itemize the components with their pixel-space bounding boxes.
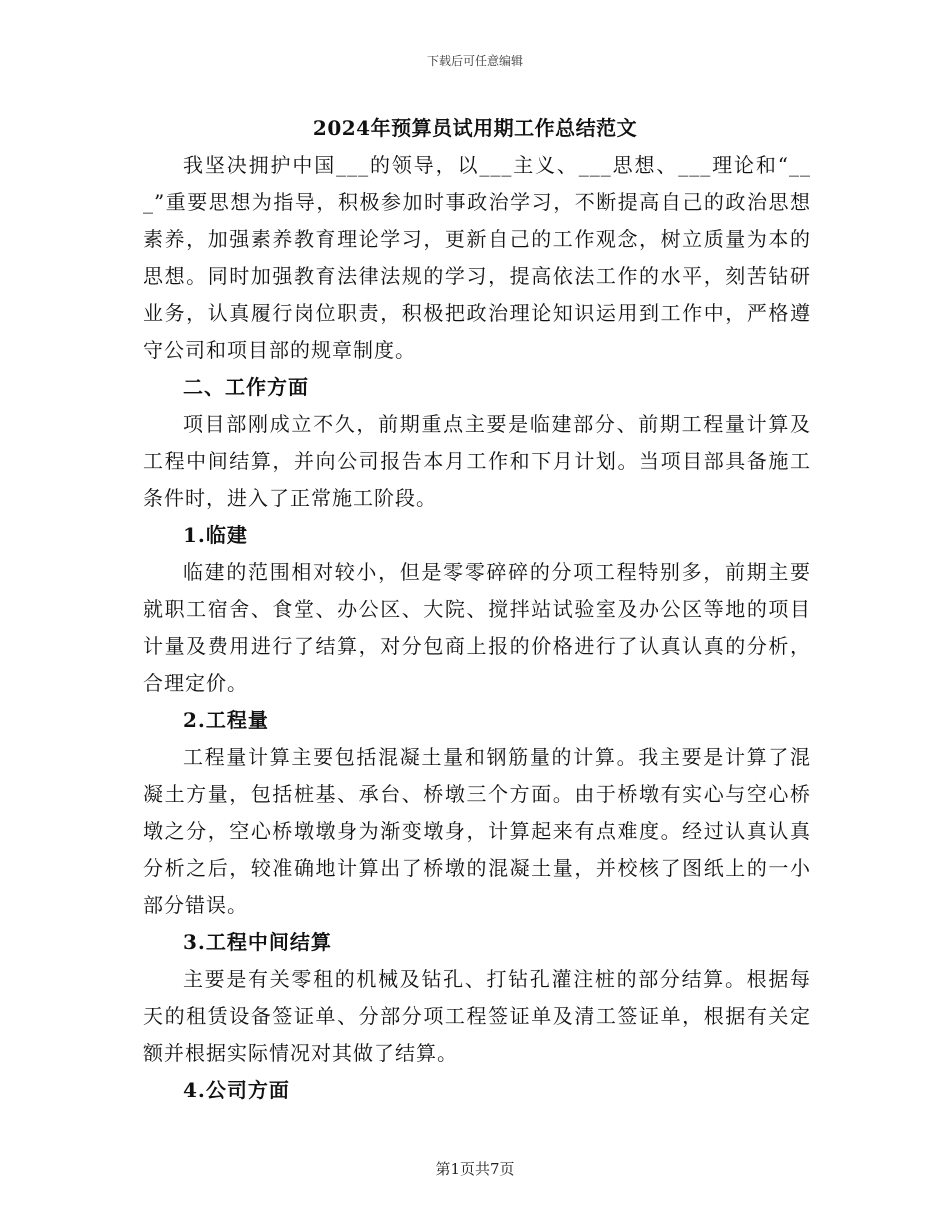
heading-temporary-works: 1.临建 <box>183 523 248 547</box>
document-body <box>143 147 811 1109</box>
heading-quantities: 2.工程量 <box>183 708 269 732</box>
page-number: 第1页共7页 <box>435 1160 515 1178</box>
heading-interim-settlement: 3.工程中间结算 <box>183 930 332 954</box>
paragraph-temporary-works: 临建的范围相对较小，但是零零碎碎的分项工程特别多，前期主要就职工宿舍、食堂、办公区、大院、搅拌站试验室及办公区等地的项目计量及费用进行了结算，对分包商上报的价格进行了认真认真的分析，合理定价。 <box>143 560 811 695</box>
paragraph-project-overview: 项目部刚成立不久，前期重点主要是临建部分、前期工程量计算及工程中间结算，并向公司报告本月工作和下月计划。当项目部具备施工条件时，进入了正常施工阶段。 <box>143 412 811 510</box>
heading-work-aspects: 二、工作方面 <box>183 375 309 399</box>
page-header-note: 下载后可任意编辑 <box>426 54 523 68</box>
heading-company-aspects: 4.公司方面 <box>183 1078 290 1102</box>
paragraph-quantities: 工程量计算主要包括混凝土量和钢筋量的计算。我主要是计算了混凝土方量，包括桩基、承台、桥墩三个方面。由于桥墩有实心与空心桥墩之分，空心桥墩墩身为渐变墩身，计算起来有点难度。经过认真认真分析之后，较准确地计算出了桥墩的混凝土量，并校核了图纸上的一小部分错误。 <box>143 745 811 917</box>
paragraph-interim-settlement: 主要是有关零租的机械及钻孔、打钻孔灌注桩的部分结算。根据每天的租赁设备签证单、分部分项工程签证单及清工签证单，根据有关定额并根据实际情况对其做了结算。 <box>143 967 811 1065</box>
paragraph-political-study: 我坚决拥护中国___的领导，以___主义、___思想、___理论和“___”重要思想为指导，积极参加时事政治学习，不断提高自己的政治思想素养，加强素养教育理论学习，更新自己的工作观念，树立质量为本的思想。同时加强教育法律法规的学习，提高依法工作的水平，刻苦钻研业务，认真履行岗位职责，积极把政治理论知识运用到工作中，严格遵守公司和项目部的规章制度。 <box>143 153 811 362</box>
document-title: 2024年预算员试用期工作总结范文 <box>312 116 638 140</box>
